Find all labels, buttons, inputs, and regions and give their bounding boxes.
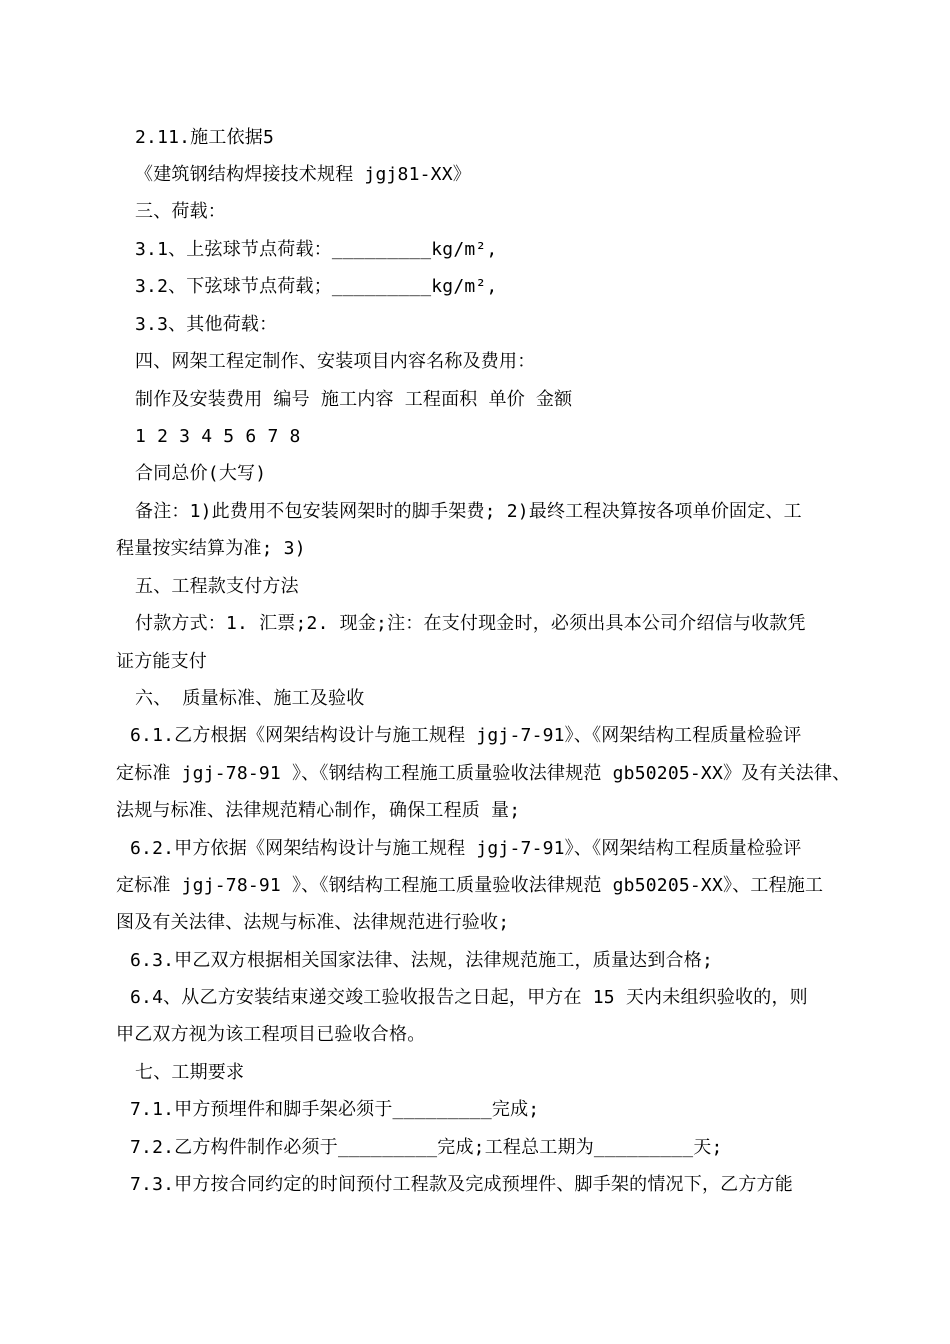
clause-6-2-line-1: 6.2.甲方依据《网架结构设计与施工规程 jgj-7-91》、《网架结构工程质量检验评 <box>130 838 802 859</box>
payment-method-line-2: 证方能支付 <box>116 651 207 672</box>
section-7-heading: 七、工期要求 <box>135 1062 245 1083</box>
section-5-heading: 五、工程款支付方法 <box>135 576 299 597</box>
section-4-heading: 四、网架工程定制作、安装项目内容名称及费用： <box>135 351 536 372</box>
clause-6-1-line-1: 6.1.乙方根据《网架结构设计与施工规程 jgj-7-91》、《网架结构工程质量检验评 <box>130 725 802 746</box>
clause-7-1: 7.1.甲方预埋件和脚手架必须于_________完成; <box>130 1099 540 1120</box>
clause-6-2-line-3: 图及有关法律、法规与标准、法律规范进行验收; <box>116 912 510 933</box>
clause-6-4-line-1: 6.4、从乙方安装结束递交竣工验收报告之日起，甲方在 15 天内未组织验收的，则 <box>130 987 808 1008</box>
section-3-heading: 三、荷载： <box>135 201 226 222</box>
remarks-line-2: 程量按实结算为准; 3) <box>116 538 306 559</box>
clause-6-4-line-2: 甲乙双方视为该工程项目已验收合格。 <box>116 1024 426 1045</box>
fee-table-header: 制作及安装费用 编号 施工内容 工程面积 单价 金额 <box>135 389 573 410</box>
clause-3-2: 3.2、下弦球节点荷载；_________kg/m², <box>135 276 498 297</box>
clause-2-11-heading: 2.11.施工依据5 <box>135 127 275 148</box>
clause-7-3: 7.3.甲方按合同约定的时间预付工程款及完成预埋件、脚手架的情况下，乙方方能 <box>130 1174 793 1195</box>
contract-total-price: 合同总价(大写) <box>135 463 267 484</box>
fee-table-numbers: 1 2 3 4 5 6 7 8 <box>135 426 301 447</box>
remarks-line-1: 备注：1)此费用不包安装网架时的脚手架费; 2)最终工程决算按各项单价固定、工 <box>135 501 802 522</box>
clause-3-1: 3.1、上弦球节点荷载：_________kg/m², <box>135 239 498 260</box>
section-6-heading: 六、 质量标准、施工及验收 <box>135 688 365 709</box>
clause-7-2: 7.2.乙方构件制作必须于_________完成;工程总工期为_________天; <box>130 1137 723 1158</box>
clause-6-3: 6.3.甲乙双方根据相关国家法律、法规，法律规范施工，质量达到合格; <box>130 950 713 971</box>
clause-6-2-line-2: 定标准 jgj-78-91 》、《钢结构工程施工质量验收法律规范 gb50205-XX》、工程施工 <box>116 875 824 896</box>
clause-3-3: 3.3、其他荷载： <box>135 314 278 335</box>
standard-reference: 《建筑钢结构焊接技术规程 jgj81-XX》 <box>135 164 471 185</box>
clause-6-1-line-3: 法规与标准、法律规范精心制作，确保工程质 量; <box>116 800 521 821</box>
clause-6-1-line-2: 定标准 jgj-78-91 》、《钢结构工程施工质量验收法律规范 gb50205-XX》及有关法律、 <box>116 763 851 784</box>
payment-method-line-1: 付款方式：1. 汇票;2. 现金;注：在支付现金时，必须出具本公司介绍信与收款凭 <box>135 613 806 634</box>
